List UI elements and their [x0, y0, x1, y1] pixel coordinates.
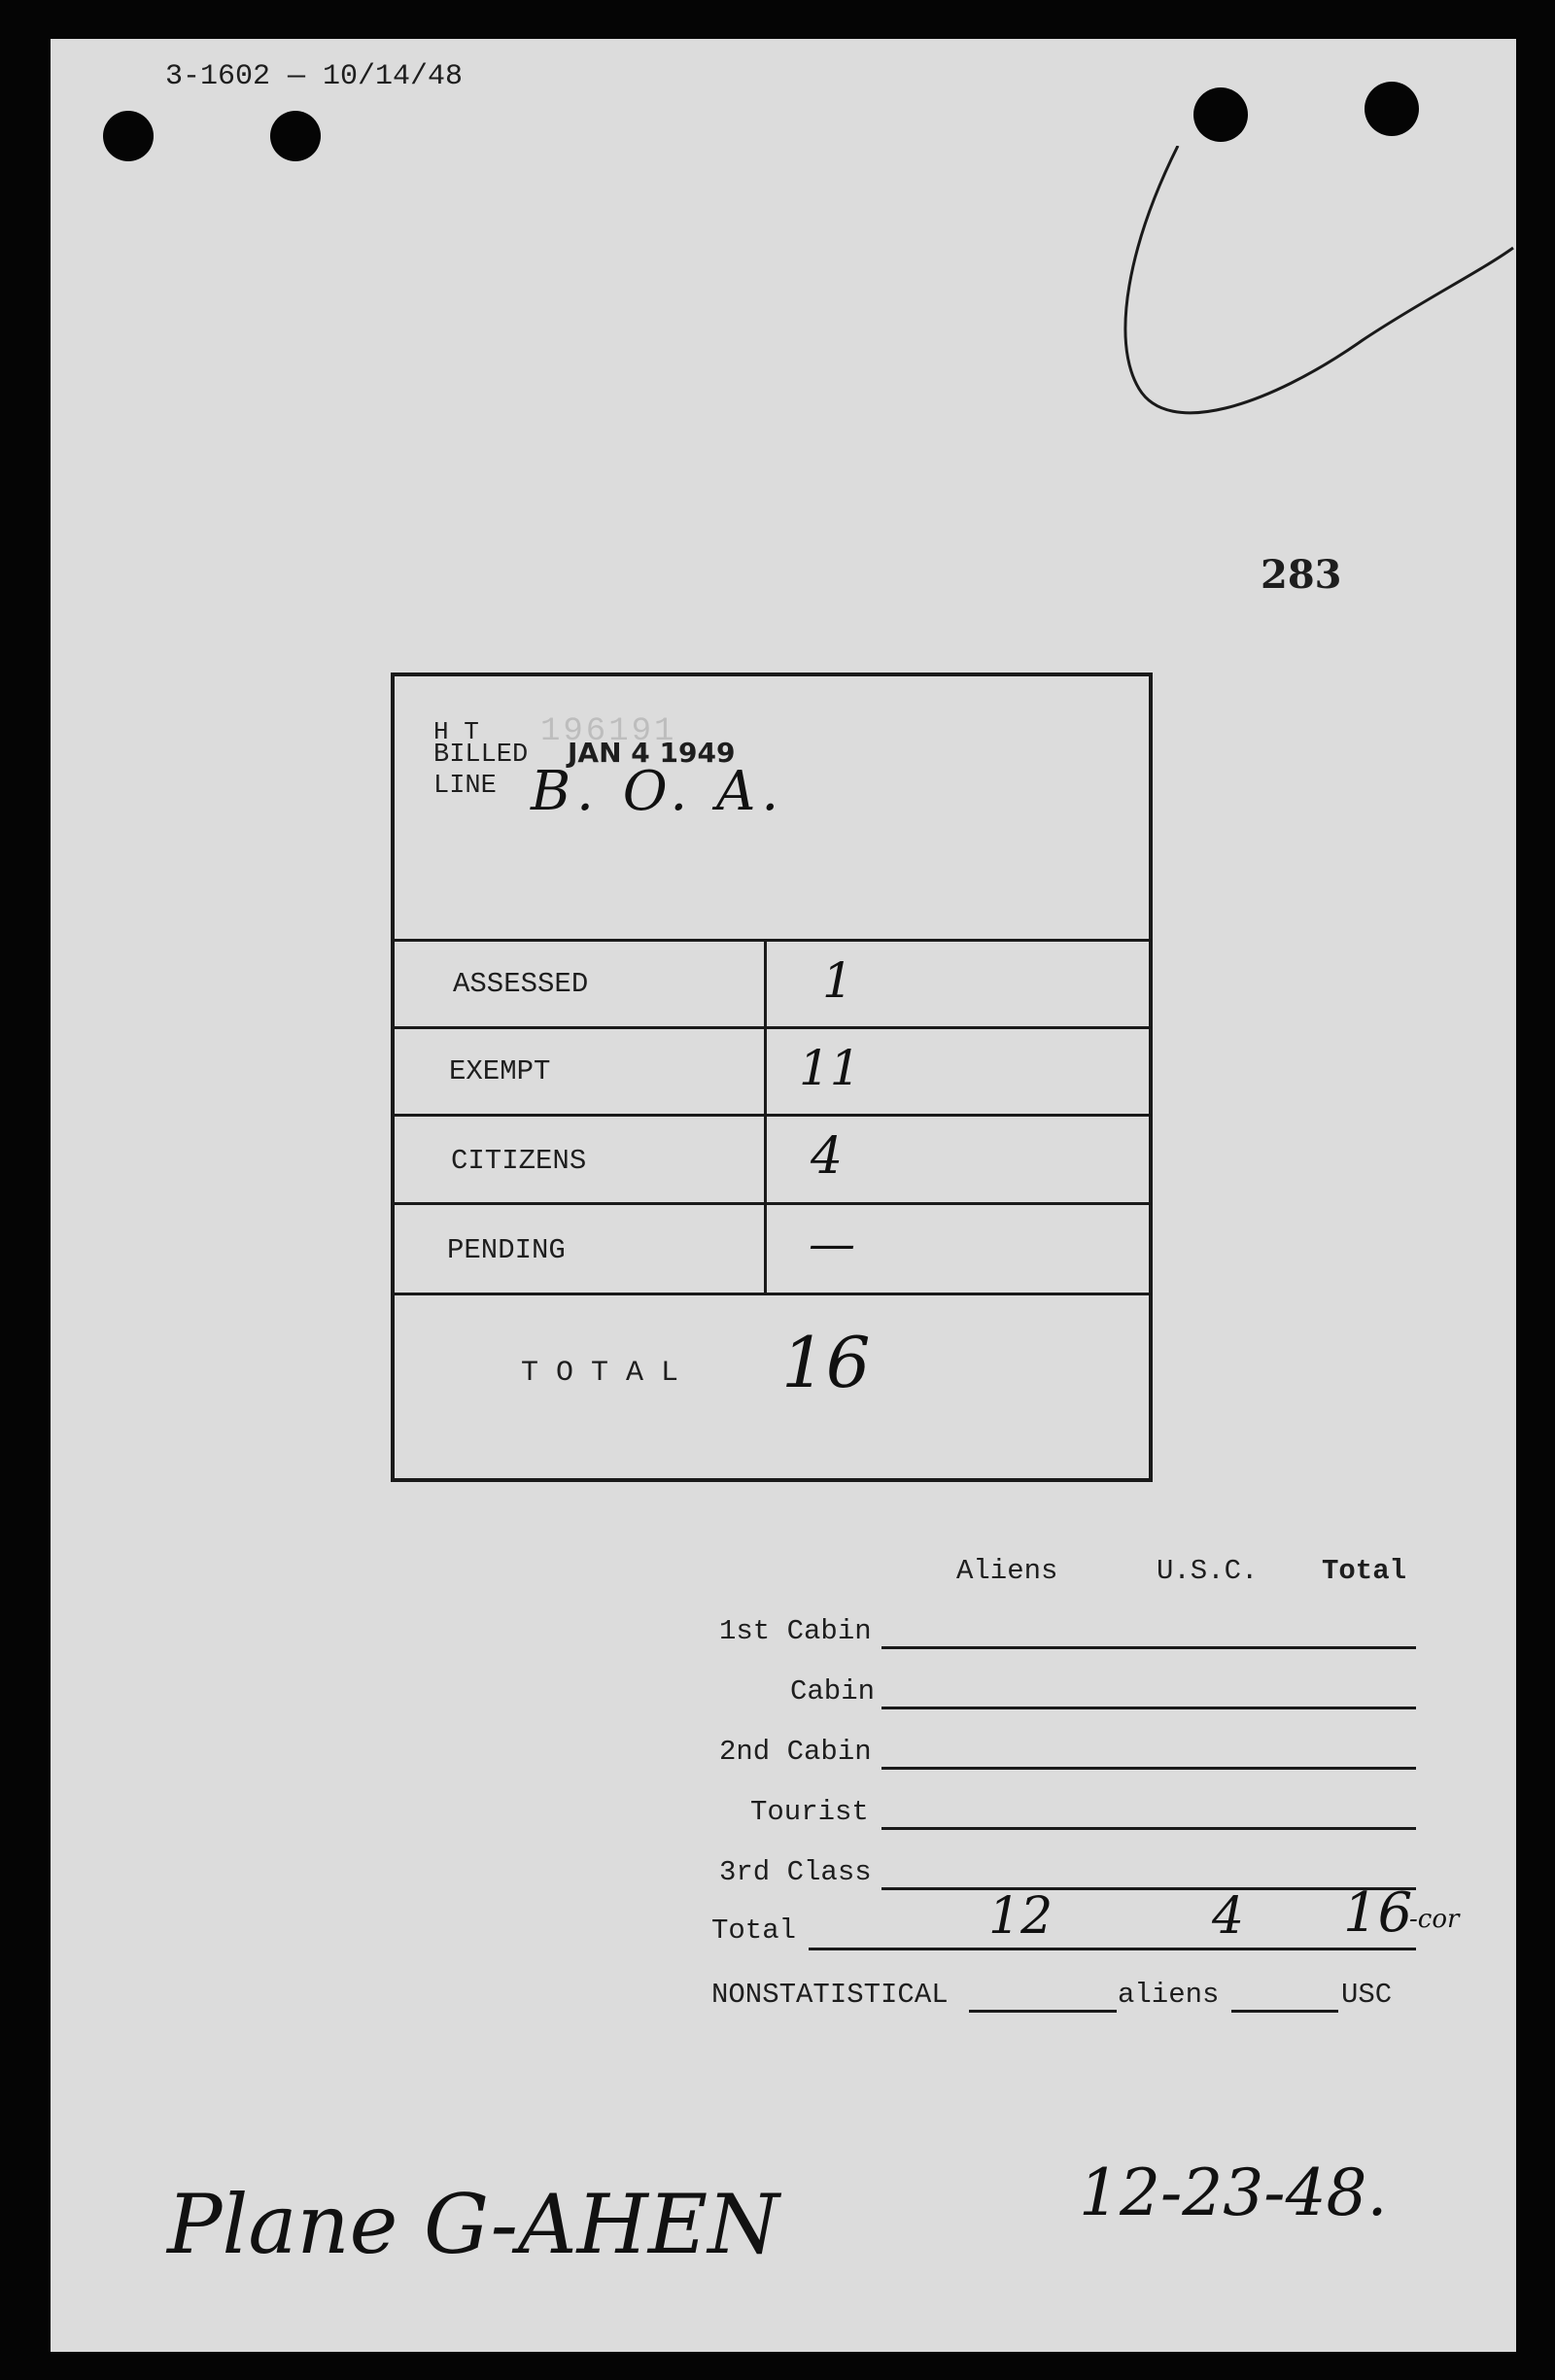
column-divider: [764, 939, 767, 1293]
row-value-exempt: 11: [799, 1040, 861, 1096]
billed-label: BILLED: [433, 741, 529, 770]
row-label-cabin: Cabin: [790, 1675, 876, 1707]
total-usc: 4: [1212, 1887, 1245, 1946]
page-number: 283: [1261, 552, 1342, 598]
divider: [395, 1202, 1149, 1205]
column-header-total: Total: [1322, 1555, 1407, 1587]
divider: [395, 1026, 1149, 1029]
punch-hole: [270, 111, 321, 161]
fill-line: [881, 1827, 1416, 1830]
fill-line: [881, 1646, 1416, 1649]
divider: [395, 939, 1149, 942]
nonstatistical-label: NONSTATISTICAL: [711, 1979, 949, 2011]
divider: [395, 1293, 1149, 1295]
total-label: T O T A L: [521, 1357, 679, 1390]
row-label-2nd-cabin: 2nd Cabin: [719, 1736, 872, 1768]
plane-note: Plane G-AHEN: [167, 2177, 779, 2272]
row-label-1st-cabin: 1st Cabin: [719, 1615, 872, 1647]
line-value: B. O. A.: [531, 760, 785, 823]
ht-label: H T: [433, 717, 479, 746]
fill-line: [881, 1767, 1416, 1770]
usc-label: USC: [1341, 1979, 1393, 2011]
date-note: 12-23-48.: [1079, 2156, 1388, 2230]
row-label-assessed: ASSESSED: [453, 968, 589, 1000]
row-value-assessed: 1: [822, 952, 853, 1009]
total-note: -cor: [1409, 1905, 1460, 1934]
punch-hole: [1365, 82, 1419, 136]
column-header-aliens: Aliens: [956, 1555, 1058, 1587]
fill-line: [1231, 2010, 1338, 2013]
billed-date: JAN 4 1949: [568, 737, 736, 769]
row-label-exempt: EXEMPT: [449, 1055, 551, 1087]
fill-line: [809, 1948, 1416, 1950]
serial-stamp: 196191: [540, 713, 677, 750]
column-header-usc: U.S.C.: [1157, 1555, 1259, 1587]
total-aliens: 12: [988, 1887, 1054, 1946]
total-value: 16: [781, 1322, 871, 1403]
document-page: [51, 39, 1516, 2352]
row-label-citizens: CITIZENS: [451, 1145, 587, 1177]
row-label-tourist: Tourist: [750, 1796, 869, 1828]
fill-line: [881, 1707, 1416, 1709]
punch-hole: [103, 111, 154, 161]
divider: [395, 1114, 1149, 1117]
row-value-citizens: 4: [811, 1127, 844, 1186]
counts-box: [391, 673, 1153, 1482]
fill-line: [969, 2010, 1117, 2013]
total-total: 16: [1343, 1881, 1413, 1945]
checkmark-scribble: [1071, 146, 1518, 515]
aliens-label: aliens: [1118, 1979, 1220, 2011]
fill-line: [881, 1887, 1416, 1890]
row-value-pending: —: [809, 1217, 855, 1271]
punch-hole: [1193, 87, 1248, 142]
form-number: 3-1602 — 10/14/48: [165, 60, 464, 93]
row-label-3rd-class: 3rd Class: [719, 1856, 872, 1888]
row-label-total: Total: [711, 1914, 797, 1947]
row-label-pending: PENDING: [447, 1234, 566, 1266]
line-label: LINE: [433, 772, 497, 801]
